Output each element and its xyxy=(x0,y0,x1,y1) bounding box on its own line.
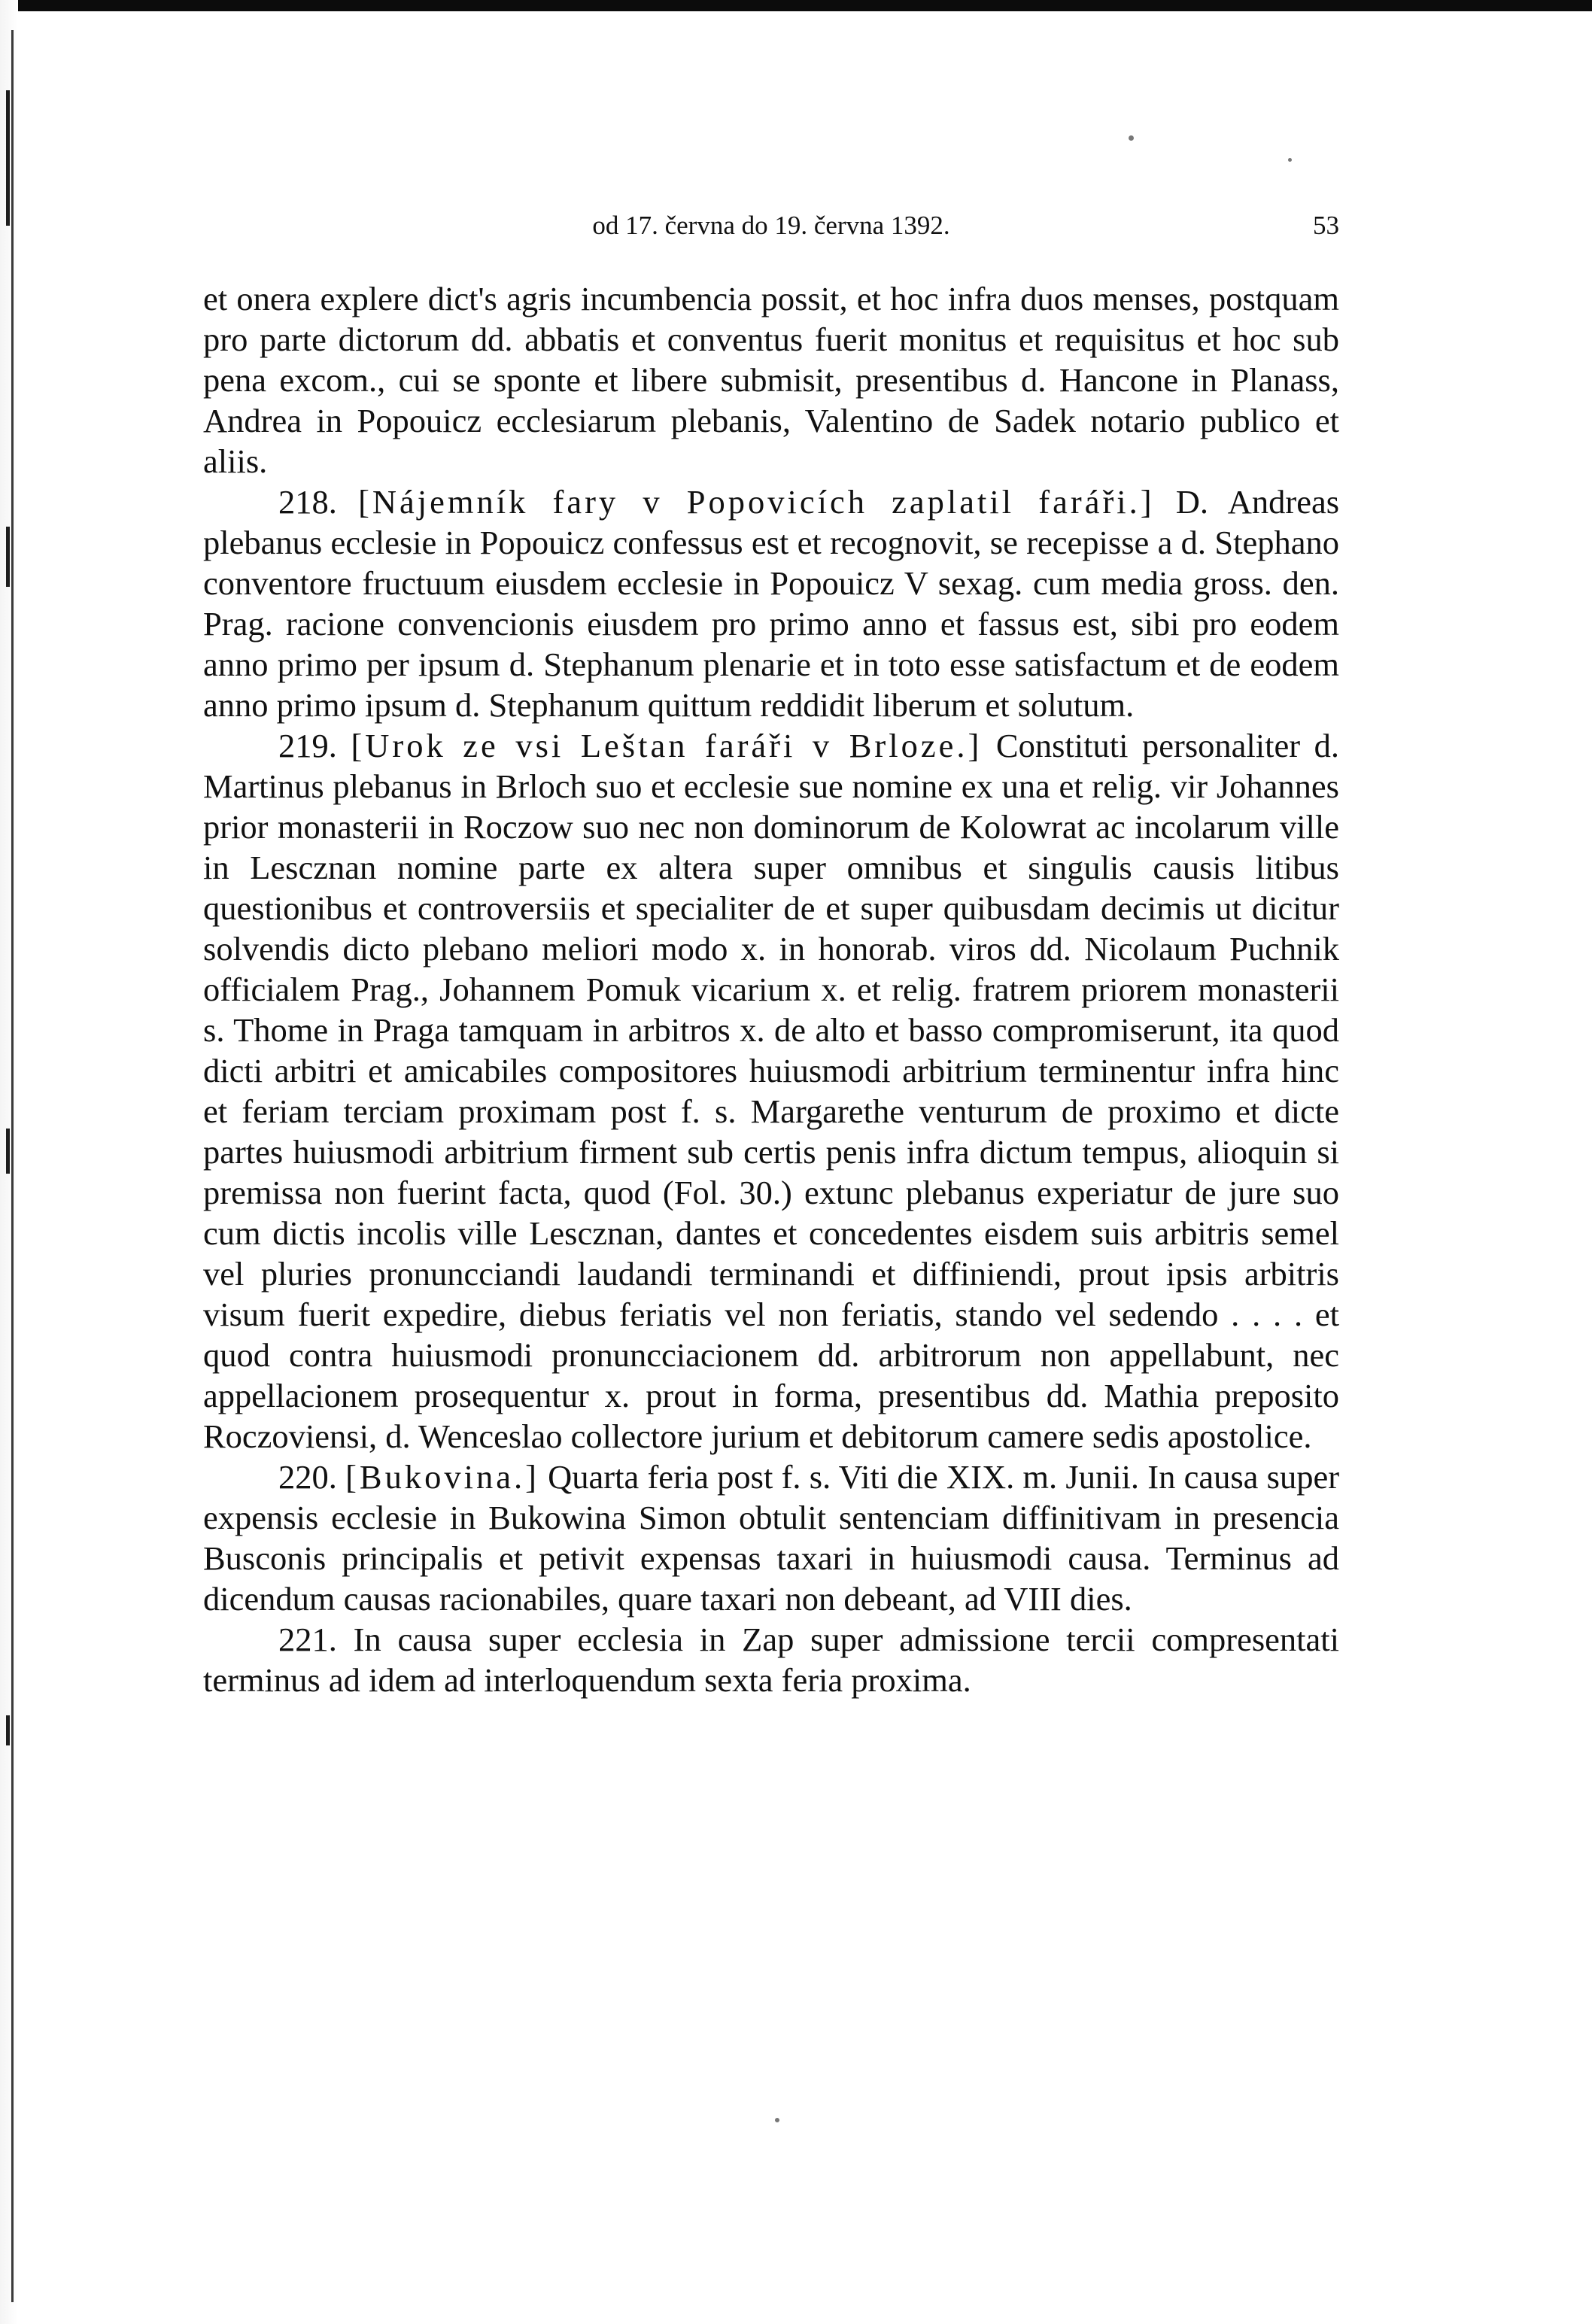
running-title: od 17. června do 19. června 1392. xyxy=(592,211,950,240)
entry-221 xyxy=(203,1619,1339,1700)
entry-text: In causa super ecclesia in Zap super admissione tercii compresentati terminus ad idem ad interloquendum sexta feria proxima. xyxy=(203,1621,1340,1699)
scan-speck xyxy=(1129,135,1134,141)
page-header xyxy=(203,205,1339,250)
entry-number: 219. xyxy=(278,727,337,764)
entry-heading: [Nájemník fary v Popovicích zaplatil faráři.] xyxy=(358,483,1155,521)
scan-edge-mark xyxy=(6,527,10,587)
entry-number: 218. xyxy=(278,483,337,521)
entry-219 xyxy=(203,725,1339,1457)
page-body xyxy=(203,278,1339,1700)
scan-edge-mark xyxy=(6,1715,10,1745)
entry-number: 221. xyxy=(278,1621,337,1658)
scan-edge-mark xyxy=(6,1129,10,1174)
entry-220 xyxy=(203,1457,1339,1619)
scan-top-border xyxy=(0,0,1592,11)
entry-heading: [Bukovina.] xyxy=(345,1458,539,1496)
scan-speck xyxy=(1288,158,1292,162)
intro-paragraph: et onera explere dict's agris incumbencia possit, et hoc infra duos menses, postquam pro parte dictorum dd. abbatis et conventus fuerit monitus et requisitus et hoc sub pena excom., cui se sponte et libere submisit, presentibus d. Hancone in Planass, Andrea in Popouicz ecclesiarum plebanis, Valentino de Sadek notario publico et aliis. xyxy=(203,280,1339,480)
entry-heading: [Urok ze vsi Leštan faráři v Brloze.] xyxy=(351,727,983,764)
entry-text: D. Andreas plebanus ecclesie in Popouicz confessus est et recognovit, se recepisse a d. Stephano conventore fructuum eiusdem ecclesie in Popouicz V sexag. cum media gross. den. Prag. racione convencionis eiusdem pro primo anno et fassus est, sibi pro eodem anno primo per ipsum d. Stephanum plenarie et in toto esse satisfactum et de eodem anno primo ipsum d. Stephanum quittum reddidit liberum et solutum. xyxy=(203,483,1340,724)
scan-edge-mark xyxy=(6,90,10,226)
scan-binding-edge xyxy=(11,30,14,2302)
page-number: 53 xyxy=(1313,211,1339,240)
entry-text: Quarta feria post f. s. Viti die XIX. m. Junii. In causa super expensis ecclesie in Bukowina Simon obtulit sentenciam diffinitivam in presencia Busconis principalis et petivit expensas taxari in huiusmodi causa. Terminus ad dicendum causas racionabiles, quare taxari non debeant, ad VIII dies. xyxy=(203,1458,1340,1618)
scan-speck xyxy=(775,2118,779,2122)
entry-text: Constituti personaliter d. Martinus plebanus in Brloch suo et ecclesie sue nomine ex una et relig. vir Johannes prior monasterii in Roczow suo nec non dominorum de Kolowrat ac incolarum ville in Lescznan nomine parte ex altera super omnibus et singulis causis litibus questionibus et controversiis et specialiter de et super quibusdam decimis ut dicitur solvendis dicto plebano meliori modo x. in honorab. viros dd. Nicolaum Puchnik officialem Prag., Johannem Pomuk vicarium x. et relig. fratrem priorem monasterii s. Thome in Praga tamquam in arbitros x. de alto et basso compromiserunt, ita quod dicti arbitri et amicabiles compositores huiusmodi arbitrium terminentur infra hinc et feriam terciam proximam post f. s. Margarethe venturum de proximo et dicte partes huiusmodi arbitrium firment sub certis penis infra dictum tempus, alioquin si premissa non fuerint facta, quod (Fol. 30.) extunc plebanus experiatur de jure suo cum dictis incolis ville Lescznan, dantes et concedentes eisdem suis arbitris semel vel pluries pronuncciandi laudandi terminandi et diffiniendi, prout ipsis arbitris visum fuerit expedire, diebus feriatis vel non feriatis, stando vel sedendo . . . . et quod contra huiusmodi pronuncciacionem dd. arbitrorum non appellabunt, nec appellacionem prosequentur x. prout in forma, presentibus dd. Mathia preposito Roczoviensi, d. Wenceslao collectore jurium et debitorum camere sedis apostolice. xyxy=(203,727,1340,1455)
entry-number: 220. xyxy=(278,1458,337,1496)
entry-218 xyxy=(203,482,1339,725)
